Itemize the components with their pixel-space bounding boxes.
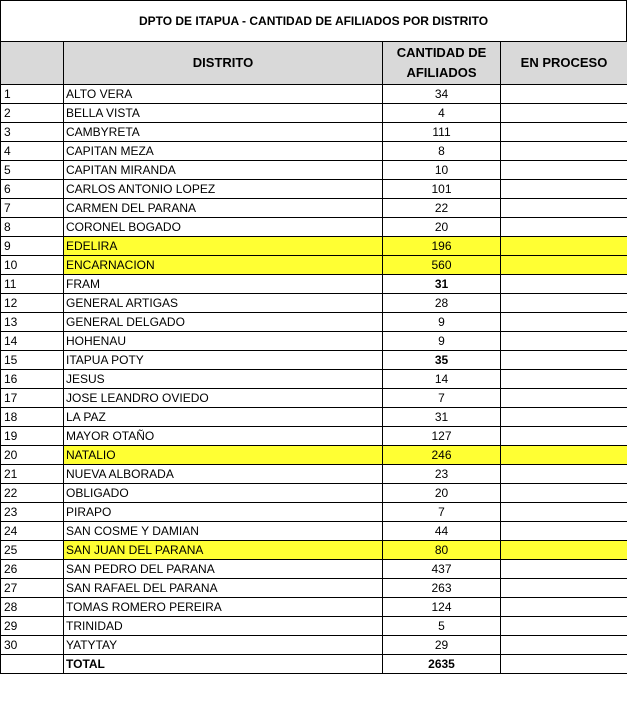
row-number[interactable]: 24 xyxy=(1,522,64,541)
table-row xyxy=(1,180,627,199)
row-number[interactable]: 7 xyxy=(1,199,64,218)
cantidad-cell[interactable]: 20 xyxy=(383,484,501,503)
header-cantidad xyxy=(383,42,501,85)
table-row xyxy=(1,389,627,408)
en-proceso-cell[interactable] xyxy=(501,503,627,522)
distrito-cell[interactable]: CARMEN DEL PARANA xyxy=(64,199,383,218)
table-row xyxy=(1,484,627,503)
en-proceso-cell[interactable] xyxy=(501,560,627,579)
en-proceso-cell[interactable] xyxy=(501,313,627,332)
distrito-cell[interactable]: GENERAL DELGADO xyxy=(64,313,383,332)
distrito-cell[interactable]: ALTO VERA xyxy=(64,85,383,104)
table-row xyxy=(1,256,627,275)
cantidad-cell[interactable]: 31 xyxy=(383,408,501,427)
cantidad-cell[interactable]: 263 xyxy=(383,579,501,598)
row-number[interactable]: 20 xyxy=(1,446,64,465)
en-proceso-cell[interactable] xyxy=(501,85,627,104)
header-cantidad-line1: CANTIDAD DE xyxy=(396,45,487,60)
cantidad-cell[interactable]: 7 xyxy=(383,389,501,408)
cantidad-cell[interactable]: 31 xyxy=(383,275,501,294)
table-row xyxy=(1,427,627,446)
table-row xyxy=(1,522,627,541)
cantidad-cell[interactable]: 111 xyxy=(383,123,501,142)
cantidad-cell[interactable]: 196 xyxy=(383,237,501,256)
cantidad-cell[interactable]: 35 xyxy=(383,351,501,370)
row-number[interactable]: 4 xyxy=(1,142,64,161)
cantidad-cell[interactable]: 124 xyxy=(383,598,501,617)
row-number[interactable]: 3 xyxy=(1,123,64,142)
cantidad-cell[interactable]: 34 xyxy=(383,85,501,104)
cantidad-cell[interactable]: 437 xyxy=(383,560,501,579)
row-number[interactable]: 14 xyxy=(1,332,64,351)
distrito-cell[interactable]: CORONEL BOGADO xyxy=(64,218,383,237)
row-number[interactable]: 6 xyxy=(1,180,64,199)
header-en-proceso: EN PROCESO xyxy=(501,42,627,85)
distrito-cell[interactable]: ITAPUA POTY xyxy=(64,351,383,370)
row-number[interactable]: 19 xyxy=(1,427,64,446)
row-number[interactable]: 22 xyxy=(1,484,64,503)
table-row xyxy=(1,351,627,370)
table-row xyxy=(1,560,627,579)
table-row xyxy=(1,218,627,237)
table-row xyxy=(1,617,627,636)
en-proceso-cell[interactable] xyxy=(501,351,627,370)
row-number[interactable]: 21 xyxy=(1,465,64,484)
en-proceso-cell[interactable] xyxy=(501,484,627,503)
cantidad-cell[interactable]: 22 xyxy=(383,199,501,218)
table-row xyxy=(1,294,627,313)
distrito-cell[interactable]: EDELIRA xyxy=(64,237,383,256)
row-number[interactable]: 30 xyxy=(1,636,64,655)
row-number[interactable]: 13 xyxy=(1,313,64,332)
cantidad-cell[interactable]: 29 xyxy=(383,636,501,655)
en-proceso-cell[interactable] xyxy=(501,598,627,617)
en-proceso-cell[interactable] xyxy=(501,408,627,427)
table-row xyxy=(1,142,627,161)
total-en-proceso[interactable] xyxy=(501,655,627,674)
total-cantidad[interactable]: 2635 xyxy=(383,655,501,674)
cantidad-cell[interactable]: 9 xyxy=(383,332,501,351)
table-row xyxy=(1,332,627,351)
en-proceso-cell[interactable] xyxy=(501,427,627,446)
en-proceso-cell[interactable] xyxy=(501,617,627,636)
en-proceso-cell[interactable] xyxy=(501,237,627,256)
cantidad-cell[interactable]: 8 xyxy=(383,142,501,161)
distrito-cell[interactable]: YATYTAY xyxy=(64,636,383,655)
en-proceso-cell[interactable] xyxy=(501,275,627,294)
row-number[interactable]: 5 xyxy=(1,161,64,180)
table-row xyxy=(1,123,627,142)
row-number[interactable]: 15 xyxy=(1,351,64,370)
row-number[interactable]: 10 xyxy=(1,256,64,275)
table-row xyxy=(1,237,627,256)
distrito-cell[interactable]: CAMBYRETA xyxy=(64,123,383,142)
row-number[interactable]: 2 xyxy=(1,104,64,123)
cantidad-cell[interactable]: 101 xyxy=(383,180,501,199)
distrito-cell[interactable]: SAN COSME Y DAMIAN xyxy=(64,522,383,541)
table-row xyxy=(1,199,627,218)
table-body xyxy=(1,85,627,674)
sheet-title: DPTO DE ITAPUA - CANTIDAD DE AFILIADOS POR DISTRITO xyxy=(0,0,627,41)
en-proceso-cell[interactable] xyxy=(501,522,627,541)
cantidad-cell[interactable]: 14 xyxy=(383,370,501,389)
en-proceso-cell[interactable] xyxy=(501,142,627,161)
table-row xyxy=(1,275,627,294)
cantidad-cell[interactable]: 5 xyxy=(383,617,501,636)
distrito-cell[interactable]: JESUS xyxy=(64,370,383,389)
en-proceso-cell[interactable] xyxy=(501,123,627,142)
table-row xyxy=(1,465,627,484)
distrito-cell[interactable]: ENCARNACION xyxy=(64,256,383,275)
distrito-cell[interactable]: SAN JUAN DEL PARANA xyxy=(64,541,383,560)
distrito-cell[interactable]: TRINIDAD xyxy=(64,617,383,636)
total-label[interactable]: TOTAL xyxy=(64,655,383,674)
table-row xyxy=(1,161,627,180)
distrito-cell[interactable]: CARLOS ANTONIO LOPEZ xyxy=(64,180,383,199)
en-proceso-cell[interactable] xyxy=(501,161,627,180)
en-proceso-cell[interactable] xyxy=(501,541,627,560)
row-number[interactable]: 25 xyxy=(1,541,64,560)
header-row xyxy=(1,42,627,85)
row-number[interactable]: 12 xyxy=(1,294,64,313)
distrito-cell[interactable]: BELLA VISTA xyxy=(64,104,383,123)
cantidad-cell[interactable]: 560 xyxy=(383,256,501,275)
cantidad-cell[interactable]: 4 xyxy=(383,104,501,123)
row-number[interactable]: 17 xyxy=(1,389,64,408)
cantidad-cell[interactable]: 246 xyxy=(383,446,501,465)
distrito-cell[interactable]: NUEVA ALBORADA xyxy=(64,465,383,484)
en-proceso-cell[interactable] xyxy=(501,104,627,123)
table-row xyxy=(1,370,627,389)
cantidad-cell[interactable]: 20 xyxy=(383,218,501,237)
total-row xyxy=(1,655,627,674)
en-proceso-cell[interactable] xyxy=(501,180,627,199)
table-row xyxy=(1,104,627,123)
en-proceso-cell[interactable] xyxy=(501,465,627,484)
en-proceso-cell[interactable] xyxy=(501,294,627,313)
row-number[interactable]: 26 xyxy=(1,560,64,579)
en-proceso-cell[interactable] xyxy=(501,332,627,351)
distrito-cell[interactable]: LA PAZ xyxy=(64,408,383,427)
table-row xyxy=(1,636,627,655)
header-distrito: DISTRITO xyxy=(64,42,383,85)
distrito-cell[interactable]: CAPITAN MEZA xyxy=(64,142,383,161)
distrito-cell[interactable]: GENERAL ARTIGAS xyxy=(64,294,383,313)
row-number[interactable]: 1 xyxy=(1,85,64,104)
distrito-cell[interactable]: HOHENAU xyxy=(64,332,383,351)
row-number[interactable]: 29 xyxy=(1,617,64,636)
cantidad-cell[interactable]: 23 xyxy=(383,465,501,484)
en-proceso-cell[interactable] xyxy=(501,218,627,237)
cantidad-cell[interactable]: 7 xyxy=(383,503,501,522)
distrito-cell[interactable]: SAN PEDRO DEL PARANA xyxy=(64,560,383,579)
table-row xyxy=(1,579,627,598)
table-row xyxy=(1,85,627,104)
en-proceso-cell[interactable] xyxy=(501,199,627,218)
distrito-cell[interactable]: FRAM xyxy=(64,275,383,294)
en-proceso-cell[interactable] xyxy=(501,446,627,465)
cantidad-cell[interactable]: 80 xyxy=(383,541,501,560)
row-number[interactable]: 8 xyxy=(1,218,64,237)
table-row xyxy=(1,446,627,465)
distrito-cell[interactable]: SAN RAFAEL DEL PARANA xyxy=(64,579,383,598)
distrito-cell[interactable]: OBLIGADO xyxy=(64,484,383,503)
cantidad-cell[interactable]: 10 xyxy=(383,161,501,180)
en-proceso-cell[interactable] xyxy=(501,579,627,598)
row-number[interactable]: 18 xyxy=(1,408,64,427)
distrito-cell[interactable]: TOMAS ROMERO PEREIRA xyxy=(64,598,383,617)
table-row xyxy=(1,313,627,332)
table-row xyxy=(1,503,627,522)
row-number[interactable]: 28 xyxy=(1,598,64,617)
distrito-cell[interactable]: MAYOR OTAÑO xyxy=(64,427,383,446)
row-number[interactable]: 23 xyxy=(1,503,64,522)
distrito-cell[interactable]: NATALIO xyxy=(64,446,383,465)
row-number[interactable]: 11 xyxy=(1,275,64,294)
cantidad-cell[interactable]: 9 xyxy=(383,313,501,332)
header-cantidad-line2: AFILIADOS xyxy=(406,65,477,80)
en-proceso-cell[interactable] xyxy=(501,370,627,389)
distrito-cell[interactable]: PIRAPO xyxy=(64,503,383,522)
en-proceso-cell[interactable] xyxy=(501,389,627,408)
distrito-cell[interactable]: CAPITAN MIRANDA xyxy=(64,161,383,180)
table-row xyxy=(1,408,627,427)
cantidad-cell[interactable]: 44 xyxy=(383,522,501,541)
table-row xyxy=(1,598,627,617)
en-proceso-cell[interactable] xyxy=(501,636,627,655)
table-row xyxy=(1,541,627,560)
header-num xyxy=(1,42,64,85)
cantidad-cell[interactable]: 28 xyxy=(383,294,501,313)
en-proceso-cell[interactable] xyxy=(501,256,627,275)
row-number[interactable]: 9 xyxy=(1,237,64,256)
distrito-cell[interactable]: JOSE LEANDRO OVIEDO xyxy=(64,389,383,408)
total-num-cell[interactable] xyxy=(1,655,64,674)
afiliados-table xyxy=(0,41,627,674)
row-number[interactable]: 27 xyxy=(1,579,64,598)
cantidad-cell[interactable]: 127 xyxy=(383,427,501,446)
row-number[interactable]: 16 xyxy=(1,370,64,389)
